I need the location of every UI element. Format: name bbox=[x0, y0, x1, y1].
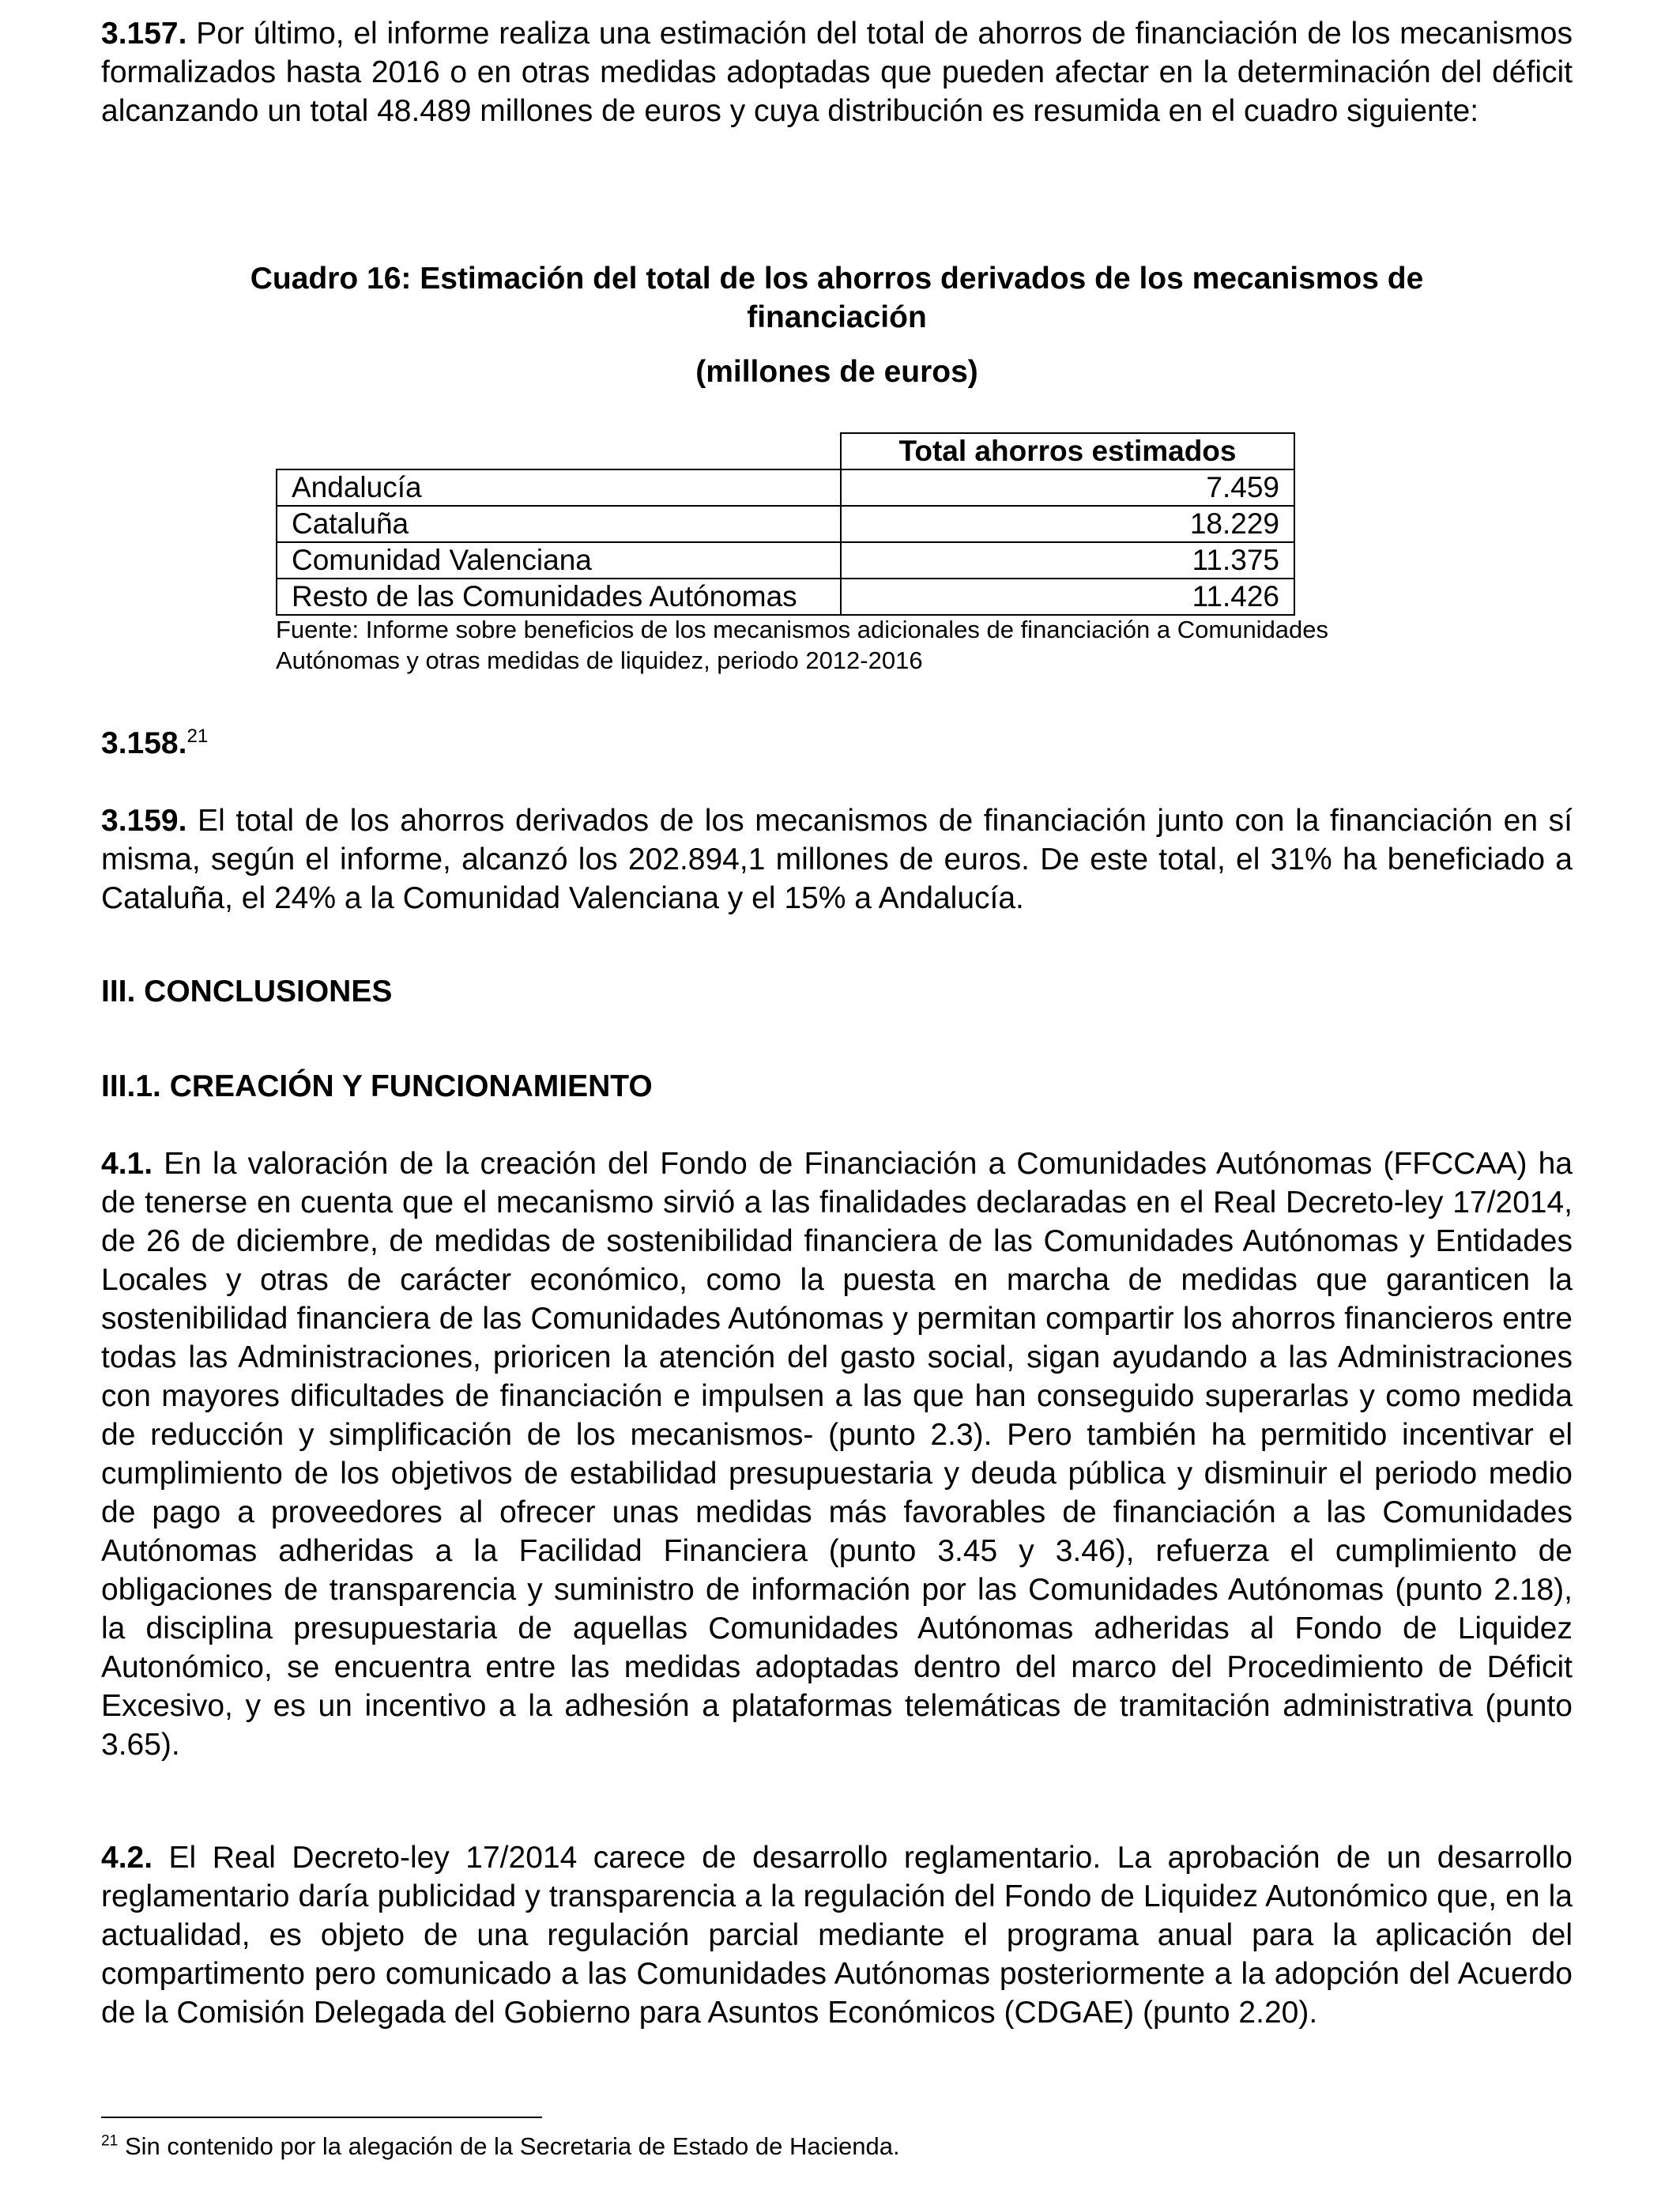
paragraph-text: Por último, el informe realiza una estimación del total de ahorros de financiación de los mecanismos formalizados hasta 2016 o en otras medidas adoptadas que pueden afectar en la determinación del déficit alcanzando un total 48.489 millones de euros y cuya distribución es resumida en el cuadro siguiente: bbox=[101, 17, 1573, 128]
heading-creacion-funcionamiento: III.1. CREACIÓN Y FUNCIONAMIENTO bbox=[101, 1069, 653, 1103]
footnote-text: Sin contenido por la alegación de la Secretaria de Estado de Hacienda. bbox=[118, 2132, 900, 2160]
table-caption-line1: Cuadro 16: Estimación del total de los ahorros derivados de los mecanismos de bbox=[250, 262, 1424, 296]
paragraph-3-158 bbox=[101, 724, 1573, 763]
table-cell-name: Andalucía bbox=[277, 469, 841, 506]
table-cell-name: Resto de las Comunidades Autónomas bbox=[277, 579, 841, 615]
paragraph-4-1 bbox=[101, 1144, 1573, 1764]
table-source-line2: Autónomas y otras medidas de liquidez, periodo 2012-2016 bbox=[276, 647, 923, 674]
table-caption-line2: financiación bbox=[747, 300, 927, 334]
footnote-reference: 21 bbox=[186, 726, 209, 747]
table-cell-value: 7.459 bbox=[841, 469, 1294, 506]
paragraph-number: 3.157. bbox=[101, 17, 187, 51]
paragraph-3-159 bbox=[101, 801, 1573, 918]
heading-conclusiones: III. CONCLUSIONES bbox=[101, 974, 393, 1008]
table-cell-value: 11.375 bbox=[841, 542, 1294, 579]
table-row bbox=[277, 469, 1294, 506]
table-row bbox=[277, 506, 1294, 542]
table-row bbox=[277, 542, 1294, 579]
footnote-mark: 21 bbox=[101, 2132, 119, 2150]
table-cell-name: Comunidad Valenciana bbox=[277, 542, 841, 579]
table-header-total: Total ahorros estimados bbox=[841, 433, 1294, 469]
table-caption-units: (millones de euros) bbox=[695, 355, 978, 389]
table-caption bbox=[101, 259, 1573, 391]
table-header-row bbox=[277, 433, 1294, 469]
paragraph-text: En la valoración de la creación del Fondo de Financiación a Comunidades Autónomas (FFCCAA) ha de tenerse en cuenta que el mecanismo sirvió a las finalidades declaradas en el Real Decreto-ley 17/2014, de 26 de diciembre, de medidas de sostenibilidad financiera de las Comunidades Autónomas y Entidades Locales y otras de carácter económico, como la puesta en marcha de medidas que garanticen la sostenibilidad financiera de las Comunidades Autónomas y permitan compartir los ahorros financieros entre todas las Administraciones, prioricen la atención del gasto social, sigan ayudando a las Administraciones con mayores dificultades de financiación e impulsen a las que han conseguido superarlas y como medida de reducción y simplificación de los mecanismos- (punto 2.3). Pero también ha permitido incentivar el cumplimiento de los objetivos de estabilidad presupuestaria y deuda pública y disminuir el periodo medio de pago a proveedores al ofrecer unas medidas más favorables de financiación a las Comunidades Autónomas adheridas a la Facilidad Financiera (punto 3.45 y 3.46), refuerza el cumplimiento de obligaciones de transparencia y suministro de información por las Comunidades Autónomas (punto 2.18), la disciplina presupuestaria de aquellas Comunidades Autónomas adheridas al Fondo de Liquidez Autonómico, se encuentra entre las medidas adoptadas dentro del marco del Procedimiento de Déficit Excesivo, y es un incentivo a la adhesión a plataformas telemáticas de tramitación administrativa (punto 3.65). bbox=[101, 1147, 1573, 1762]
table-row bbox=[277, 579, 1294, 615]
paragraph-3-157 bbox=[101, 14, 1573, 130]
paragraph-number: 4.2. bbox=[101, 1841, 153, 1875]
table-source-line1: Fuente: Informe sobre beneficios de los mecanismos adicionales de financiación a Comunidades bbox=[276, 616, 1329, 643]
footnote bbox=[101, 2131, 900, 2162]
paragraph-number: 3.159. bbox=[101, 804, 187, 838]
paragraph-text: El total de los ahorros derivados de los mecanismos de financiación junto con la financiación en sí misma, según el informe, alcanzó los 202.894,1 millones de euros. De este total, el 31% ha beneficiado a Cataluña, el 24% a la Comunidad Valenciana y el 15% a Andalucía. bbox=[101, 804, 1573, 915]
paragraph-number: 4.1. bbox=[101, 1147, 153, 1181]
paragraph-number: 3.158. bbox=[101, 726, 187, 760]
paragraph-text: El Real Decreto-ley 17/2014 carece de desarrollo reglamentario. La aprobación de un desarrollo reglamentario daría publicidad y transparencia a la regulación del Fondo de Liquidez Autonómico que, en la actualidad, es objeto de una regulación parcial mediante el programa anual para la aplicación del compartimento pero comunicado a las Comunidades Autónomas posteriormente a la adopción del Acuerdo de la Comisión Delegada del Gobierno para Asuntos Económicos (CDGAE) (punto 2.20). bbox=[101, 1841, 1573, 2030]
paragraph-4-2 bbox=[101, 1838, 1573, 2032]
footnote-divider bbox=[101, 2117, 542, 2118]
table-source bbox=[276, 614, 1588, 676]
table-cell-name: Cataluña bbox=[277, 506, 841, 542]
table-cell-value: 11.426 bbox=[841, 579, 1294, 615]
savings-table bbox=[276, 432, 1295, 616]
table-cell-value: 18.229 bbox=[841, 506, 1294, 542]
table-header-empty bbox=[277, 433, 841, 469]
